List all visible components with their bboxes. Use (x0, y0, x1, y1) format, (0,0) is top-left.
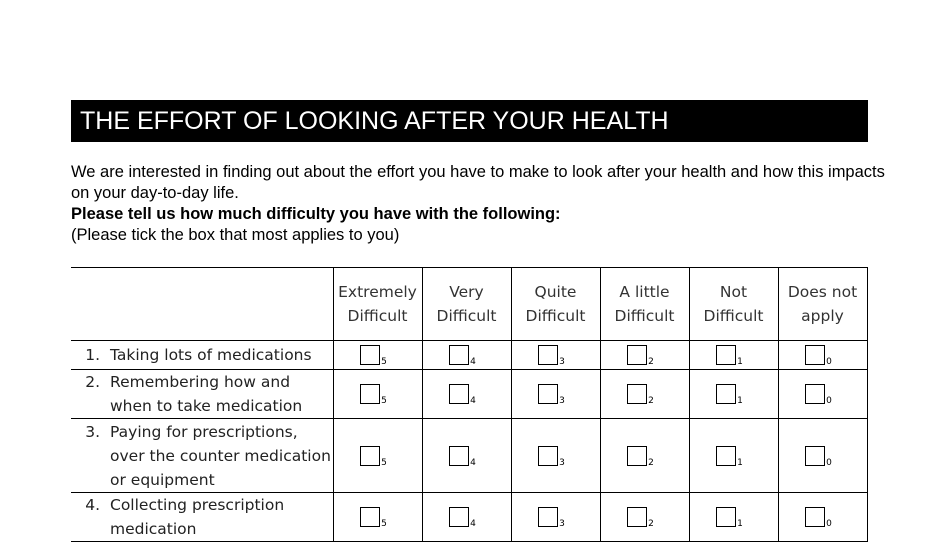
answer-option (419, 507, 507, 527)
score-value: 4 (470, 357, 476, 367)
answer-option (419, 345, 507, 365)
tick-box-checkbox[interactable] (449, 507, 469, 527)
answer-cell (689, 419, 778, 493)
answer-option (508, 507, 596, 527)
tick-box-checkbox[interactable] (716, 345, 736, 365)
question-number: 2. (85, 373, 100, 391)
score-value: 5 (381, 357, 387, 367)
tick-box-checkbox[interactable] (538, 446, 558, 466)
question-row (71, 370, 867, 419)
answer-option (508, 384, 596, 404)
score-value: 2 (648, 519, 654, 529)
answer-option (419, 446, 507, 466)
score-value: 1 (737, 396, 743, 406)
answer-option (597, 446, 685, 466)
answer-cell (511, 370, 600, 419)
score-value: 3 (559, 457, 565, 468)
intro-text: We are interested in finding out about the effort you have to make to look after your health and how this impacts on your day-to-day life. (71, 163, 885, 202)
answer-cell (689, 341, 778, 370)
header-row (71, 268, 867, 341)
score-value: 3 (559, 396, 565, 406)
answer-option (686, 345, 774, 365)
answer-cell (600, 341, 689, 370)
question-item (71, 493, 333, 541)
tick-box-checkbox[interactable] (627, 446, 647, 466)
tick-box-checkbox[interactable] (805, 507, 825, 527)
answer-option (775, 507, 863, 527)
tick-box-checkbox[interactable] (538, 384, 558, 404)
question-row (71, 419, 867, 493)
tick-box-checkbox[interactable] (360, 345, 380, 365)
question-text: Collecting prescription medication (110, 496, 285, 538)
answer-option (330, 507, 418, 527)
column-header-quite-difficult: Quite Difficult (511, 268, 600, 341)
tick-box-checkbox[interactable] (805, 384, 825, 404)
tick-box-checkbox[interactable] (716, 446, 736, 466)
tick-box-checkbox[interactable] (360, 446, 380, 466)
tick-box-checkbox[interactable] (627, 384, 647, 404)
answer-cell (422, 419, 511, 493)
score-value: 1 (737, 357, 743, 367)
intro-block (71, 162, 891, 246)
answer-cell (778, 493, 867, 542)
answer-cell (689, 493, 778, 542)
score-value: 2 (648, 357, 654, 367)
tick-box-checkbox[interactable] (449, 384, 469, 404)
question-text: Taking lots of medications (110, 346, 312, 364)
question-number: 4. (85, 496, 100, 514)
tick-box-checkbox[interactable] (538, 345, 558, 365)
score-value: 2 (648, 457, 654, 468)
column-header-not-difficult: Not Difficult (689, 268, 778, 341)
answer-cell (600, 419, 689, 493)
tick-box-checkbox[interactable] (716, 384, 736, 404)
answer-cell (511, 419, 600, 493)
question-row (71, 493, 867, 542)
score-value: 0 (826, 519, 832, 529)
instruction-text: Please tell us how much difficulty you have with the following: (71, 205, 561, 223)
answer-option (330, 384, 418, 404)
score-value: 0 (826, 396, 832, 406)
question-row (71, 341, 867, 370)
tick-box-checkbox[interactable] (449, 446, 469, 466)
answer-cell (511, 493, 600, 542)
question-label-cell (71, 493, 333, 542)
answer-option (686, 384, 774, 404)
answer-cell (422, 370, 511, 419)
answer-cell (333, 370, 422, 419)
instruction-note: (Please tick the box that most applies to you) (71, 226, 400, 244)
score-value: 3 (559, 357, 565, 367)
question-label-cell (71, 370, 333, 419)
answer-cell (422, 493, 511, 542)
score-value: 4 (470, 457, 476, 468)
tick-box-checkbox[interactable] (805, 345, 825, 365)
answer-cell (422, 341, 511, 370)
score-value: 0 (826, 457, 832, 468)
column-header-does-not-apply: Does not apply (778, 268, 867, 341)
score-value: 5 (381, 396, 387, 406)
column-header-very-difficult: Very Difficult (422, 268, 511, 341)
answer-option (686, 507, 774, 527)
answer-cell (511, 341, 600, 370)
answer-option (508, 345, 596, 365)
question-text: Remembering how and when to take medication (110, 373, 303, 415)
score-value: 4 (470, 396, 476, 406)
tick-box-checkbox[interactable] (449, 345, 469, 365)
score-value: 1 (737, 519, 743, 529)
score-value: 1 (737, 457, 743, 468)
question-text: Paying for prescriptions, over the counter medication or equipment (110, 422, 331, 489)
tick-box-checkbox[interactable] (360, 507, 380, 527)
answer-cell (600, 493, 689, 542)
question-item (71, 343, 333, 367)
question-number: 3. (85, 422, 100, 441)
tick-box-checkbox[interactable] (716, 507, 736, 527)
score-value: 5 (381, 457, 387, 468)
answer-option (330, 345, 418, 365)
score-value: 0 (826, 357, 832, 367)
column-header-extremely-difficult: Extremely Difficult (333, 268, 422, 341)
answer-cell (600, 370, 689, 419)
tick-box-checkbox[interactable] (360, 384, 380, 404)
question-label-cell (71, 419, 333, 493)
answer-option (775, 345, 863, 365)
answer-cell (689, 370, 778, 419)
answer-cell (778, 341, 867, 370)
question-number: 1. (85, 346, 100, 364)
answer-cell (333, 341, 422, 370)
score-value: 3 (559, 519, 565, 529)
header-blank-cell (71, 268, 333, 341)
column-header-a-little-difficult: A little Difficult (600, 268, 689, 341)
tick-box-checkbox[interactable] (805, 446, 825, 466)
question-item (71, 370, 333, 418)
answer-cell (333, 493, 422, 542)
answer-option (686, 446, 774, 466)
difficulty-questionnaire-table (71, 267, 868, 542)
answer-option (330, 446, 418, 466)
tick-box-checkbox[interactable] (627, 507, 647, 527)
answer-option (597, 345, 685, 365)
answer-option (775, 384, 863, 404)
answer-cell (778, 419, 867, 493)
section-title: THE EFFORT OF LOOKING AFTER YOUR HEALTH (71, 100, 868, 142)
score-value: 5 (381, 519, 387, 529)
answer-option (419, 384, 507, 404)
answer-option (597, 384, 685, 404)
answer-option (597, 507, 685, 527)
question-item (71, 420, 333, 492)
answer-option (775, 446, 863, 466)
tick-box-checkbox[interactable] (627, 345, 647, 365)
question-label-cell (71, 341, 333, 370)
answer-cell (333, 419, 422, 493)
score-value: 2 (648, 396, 654, 406)
tick-box-checkbox[interactable] (538, 507, 558, 527)
answer-cell (778, 370, 867, 419)
score-value: 4 (470, 519, 476, 529)
answer-option (508, 446, 596, 466)
